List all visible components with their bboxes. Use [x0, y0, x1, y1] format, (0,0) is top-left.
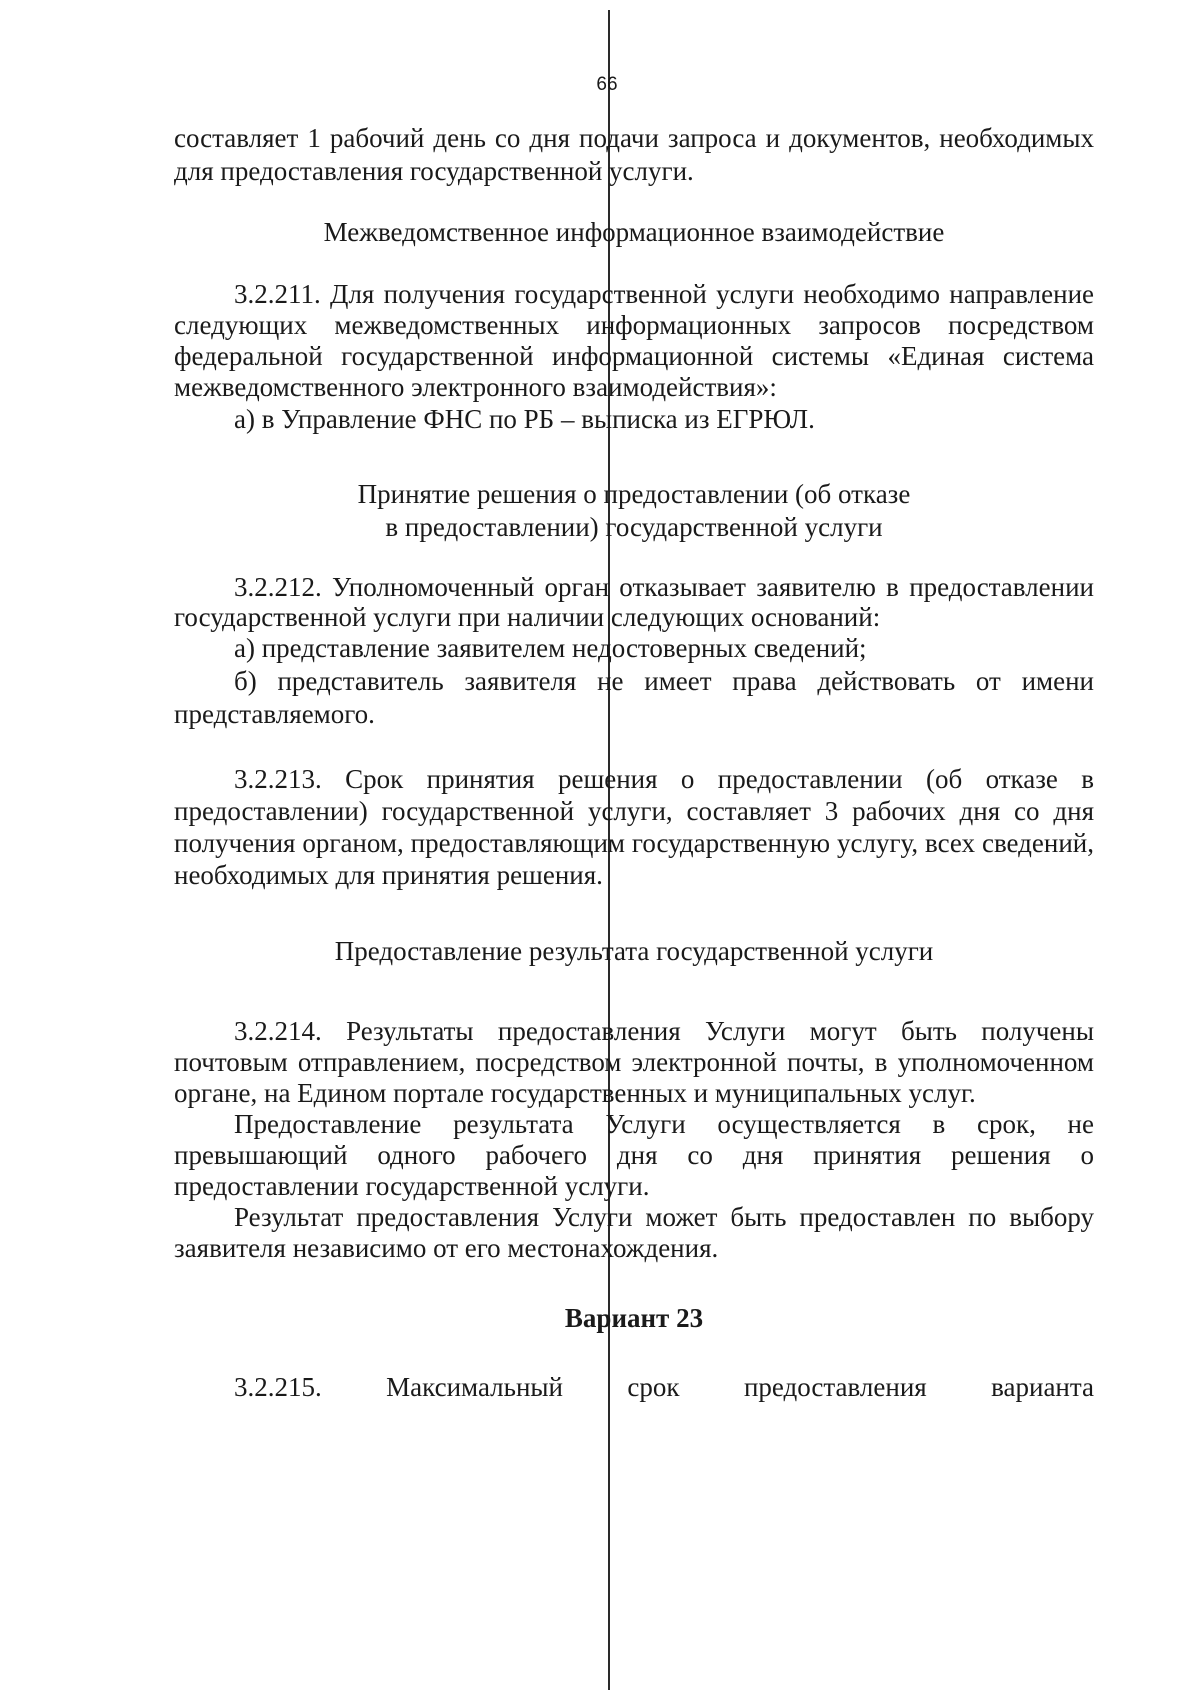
paragraph: составляет 1 рабочий день со дня подачи запроса и документов, необходимых для предоставления государственной услуги.	[174, 123, 1094, 186]
list-item: а) в Управление ФНС по РБ – выписка из ЕГРЮЛ.	[234, 404, 815, 434]
document-body	[174, 122, 1094, 1404]
paragraph: 3.2.211. Для получения государственной услуги необходимо направление следующих межведомственных информационных запросов посредством федеральной государственной информационной системы «Единая система межведомственного электронного взаимодействия»:	[174, 279, 1094, 402]
heading-line: Принятие решения о предоставлении (об отказе	[357, 479, 911, 509]
section-heading: Предоставление результата государственной услуги	[334, 936, 934, 966]
section-heading	[174, 478, 1094, 544]
section-heading: Вариант 23	[564, 1303, 704, 1333]
paragraph: 3.2.213. Срок принятия решения о предоставлении (об отказе в предоставлении) государственной услуги, составляет 3 рабочих дня со дня получения органом, предоставляющим государственную услугу, всех сведений, необходимых для принятия решения.	[174, 764, 1094, 890]
list-item: б) представитель заявителя не имеет права действовать от имени представляемого.	[174, 666, 1094, 729]
page-number: 66	[596, 74, 618, 95]
paragraph: 3.2.212. Уполномоченный орган отказывает заявителю в предоставлении государственной услуги при наличии следующих оснований:	[174, 572, 1094, 632]
section-heading: Межведомственное информационное взаимодействие	[323, 217, 945, 247]
list-item: а) представление заявителем недостоверных сведений;	[234, 633, 867, 663]
heading-line: в предоставлении) государственной услуги	[385, 512, 883, 542]
paragraph: Результат предоставления Услуги может быть предоставлен по выбору заявителя независимо от его местонахождения.	[174, 1202, 1094, 1263]
paragraph: 3.2.215. Максимальный срок предоставления варианта	[234, 1372, 1094, 1402]
paragraph: Предоставление результата Услуги осуществляется в срок, не превышающий одного рабочего дня со дня принятия решения о предоставлении государственной услуги.	[174, 1109, 1094, 1201]
paragraph: 3.2.214. Результаты предоставления Услуги могут быть получены почтовым отправлением, посредством электронной почты, в уполномоченном органе, на Едином портале государственных и муниципальных услуг.	[174, 1016, 1094, 1108]
